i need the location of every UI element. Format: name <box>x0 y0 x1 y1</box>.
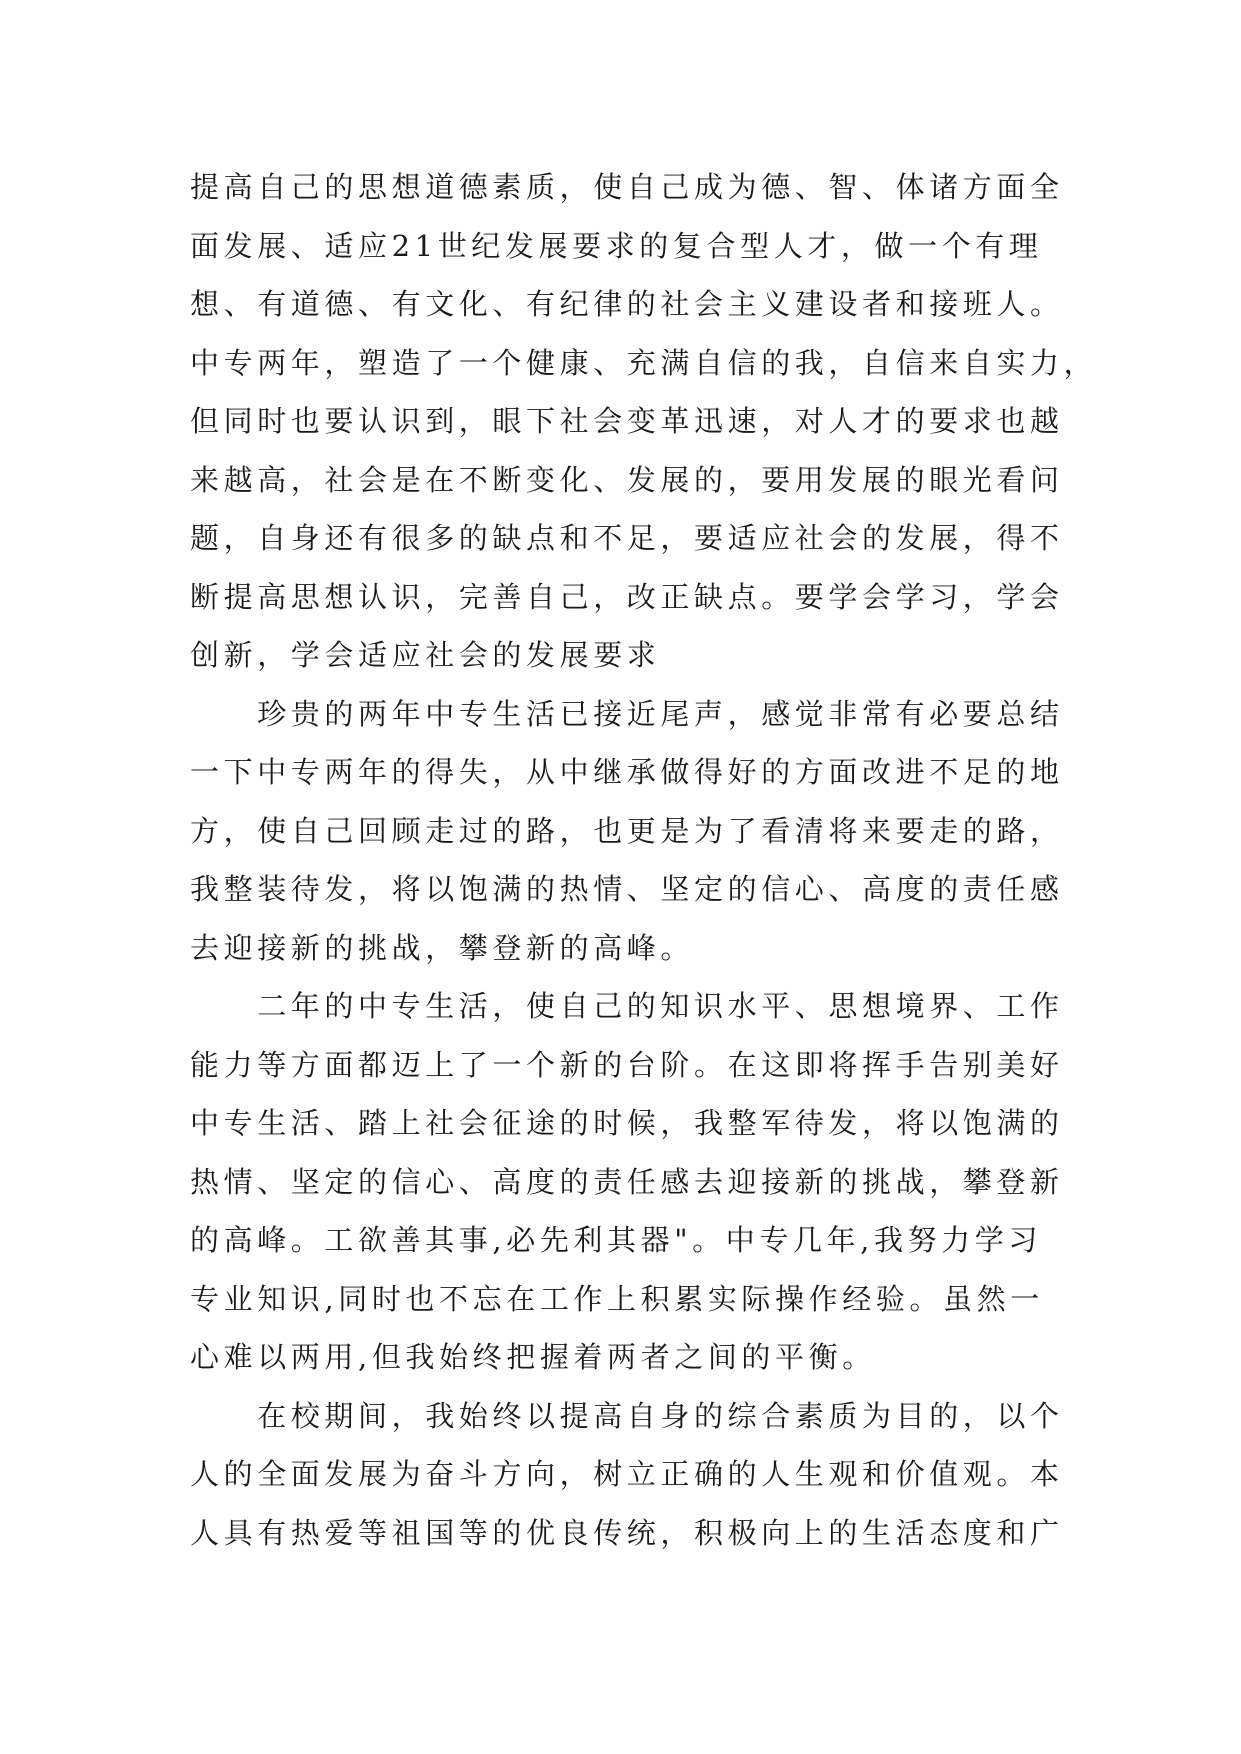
body-text <box>190 158 1098 1562</box>
text-line: 方，使自己回顾走过的路，也更是为了看清将来要走的路， <box>190 813 1064 848</box>
text-line: 人具有热爱等祖国等的优良传统，积极向上的生活态度和广 <box>190 1515 1064 1550</box>
text-line: 的高峰。工欲善其事,必先利其器"。中专几年,我努力学习 <box>190 1223 1042 1257</box>
text-line: 断提高思想认识，完善自己，改正缺点。要学会学习，学会 <box>190 579 1064 614</box>
text-line: 想、有道德、有文化、有纪律的社会主义建设者和接班人。 <box>190 287 1064 321</box>
text-line: 心难以两用,但我始终把握着两者之间的平衡。 <box>190 1340 876 1374</box>
text-line: 创新，学会适应社会的发展要求 <box>190 638 661 672</box>
text-line: 面发展、适应21世纪发展要求的复合型人才，做一个有理 <box>190 228 1043 263</box>
text-line: 提高自己的思想道德素质，使自己成为德、智、体诸方面全 <box>190 170 1064 204</box>
text-line: 中专两年，塑造了一个健康、充满自信的我，自信来自实力， <box>190 345 1098 380</box>
text-line: 专业知识,同时也不忘在工作上积累实际操作经验。虽然一 <box>190 1281 1044 1316</box>
text-line: 在校期间，我始终以提高自身的综合素质为目的，以个 <box>190 1398 1064 1433</box>
text-line: 题，自身还有很多的缺点和不足，要适应社会的发展，得不 <box>190 521 1064 555</box>
text-line: 热情、坚定的信心、高度的责任感去迎接新的挑战，攀登新 <box>190 1164 1064 1199</box>
text-line: 人的全面发展为奋斗方向，树立正确的人生观和价值观。本 <box>190 1457 1064 1491</box>
text-line: 二年的中专生活，使自己的知识水平、思想境界、工作 <box>190 989 1064 1023</box>
text-line: 但同时也要认识到，眼下社会变革迅速，对人才的要求也越 <box>190 404 1064 438</box>
text-line: 一下中专两年的得失，从中继承做得好的方面改进不足的地 <box>190 755 1064 789</box>
text-line: 我整装待发，将以饱满的热情、坚定的信心、高度的责任感 <box>190 872 1064 906</box>
text-line: 去迎接新的挑战，攀登新的高峰。 <box>190 930 695 965</box>
text-line: 珍贵的两年中专生活已接近尾声，感觉非常有必要总结 <box>190 696 1064 731</box>
text-line: 能力等方面都迈上了一个新的台阶。在这即将挥手告别美好 <box>190 1047 1064 1082</box>
text-line: 中专生活、踏上社会征途的时候，我整军待发，将以饱满的 <box>190 1106 1064 1140</box>
text-line: 来越高，社会是在不断变化、发展的，要用发展的眼光看问 <box>190 462 1064 497</box>
